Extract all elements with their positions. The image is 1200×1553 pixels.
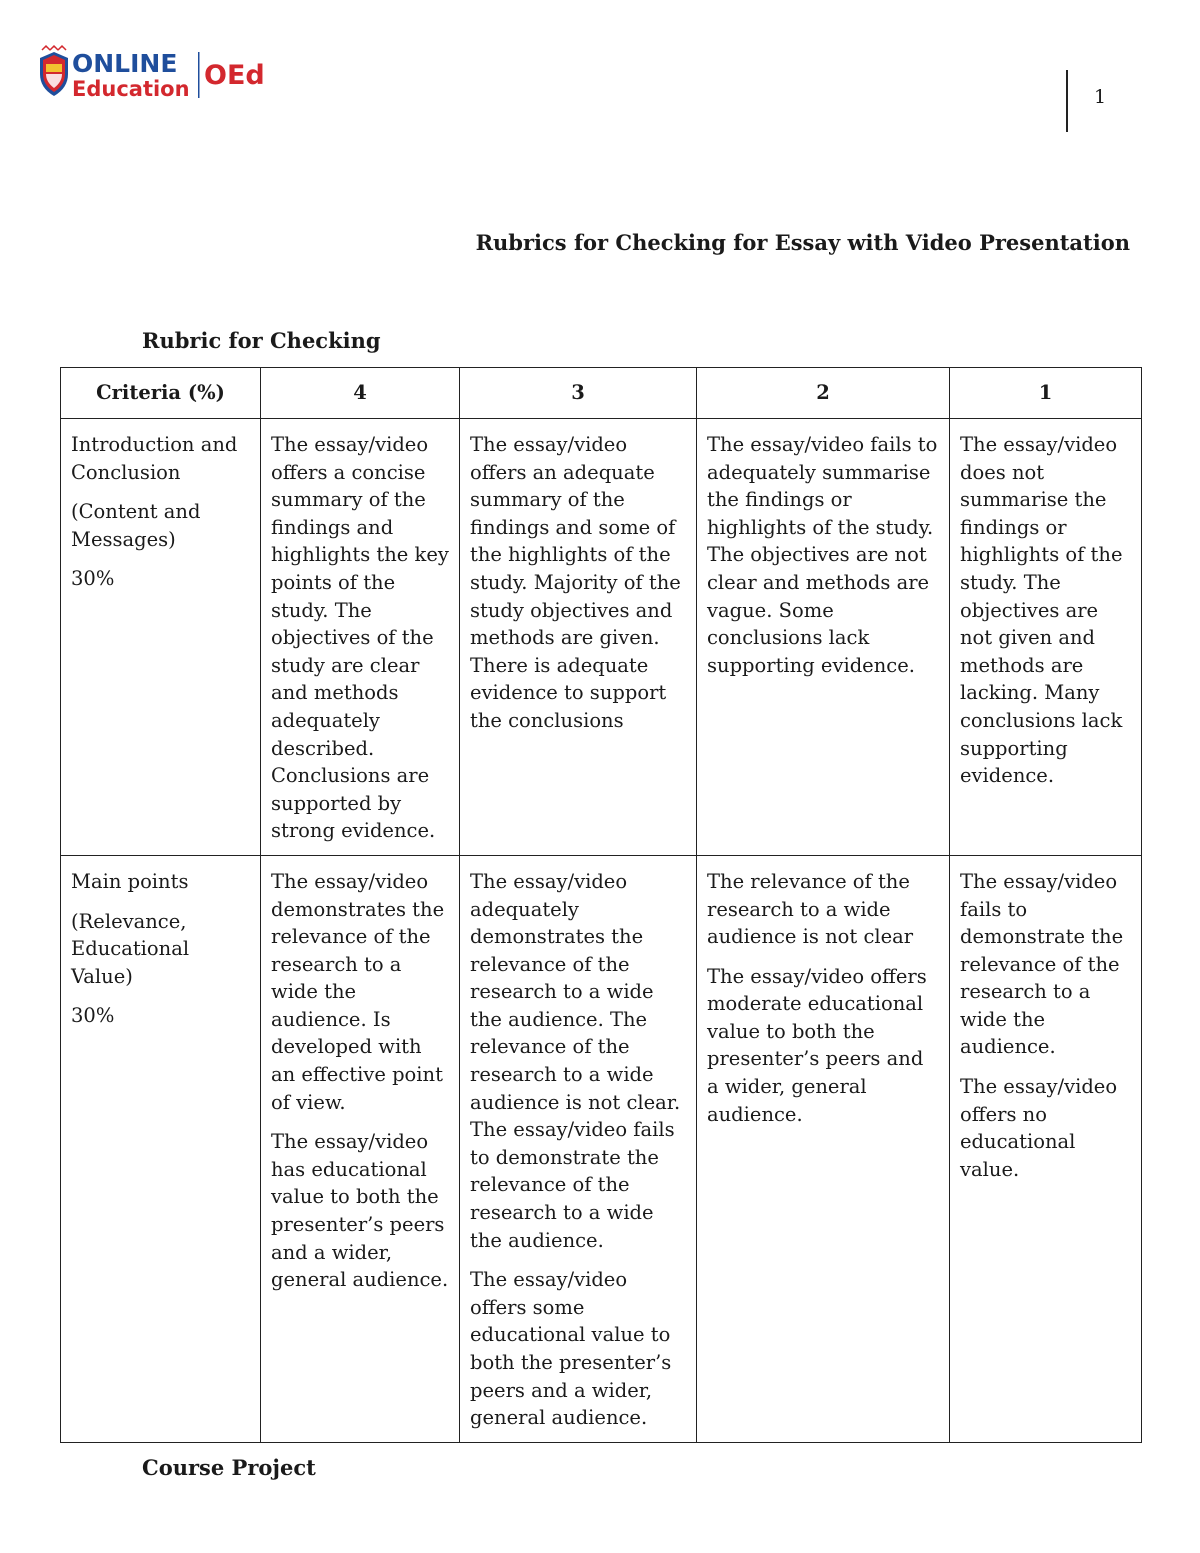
- criteria-name: Main points: [71, 869, 189, 893]
- page-number: 1: [1094, 86, 1107, 108]
- criteria-cell: [61, 419, 261, 856]
- criteria-cell: [61, 855, 261, 1442]
- descriptor-text: The essay/video offers a concise summary of the findings and highlights the key points of the study. The objectives of the study are clear and methods adequately described. Conclusions are supported by strong evidence.: [271, 433, 449, 843]
- table-row: [61, 419, 1142, 856]
- page-number-divider: [1066, 70, 1068, 132]
- descriptor-text: The essay/video has educational value to both the presenter’s peers and a wider, general audience.: [271, 1130, 449, 1292]
- score-3-cell: [460, 855, 697, 1442]
- criteria-detail: (Content and Messages): [71, 500, 201, 551]
- descriptor-text: The essay/video offers no educational value.: [960, 1075, 1118, 1181]
- score-1-cell: [950, 855, 1142, 1442]
- descriptor-text: The essay/video offers some educational value to both the presenter’s peers and a wider, general audience.: [470, 1268, 672, 1430]
- score-4-cell: [261, 419, 460, 856]
- score-3-cell: [460, 419, 697, 856]
- header-criteria: Criteria (%): [61, 368, 261, 419]
- table-row: [61, 855, 1142, 1442]
- score-4-cell: [261, 855, 460, 1442]
- logo-abbr-text: OEd: [204, 60, 265, 91]
- header-score-4: 4: [261, 368, 460, 419]
- criteria-detail: (Relevance, Educational Value): [71, 909, 190, 988]
- criteria-weight: 30%: [71, 1004, 115, 1028]
- online-education-logo: [36, 44, 276, 104]
- descriptor-text: The essay/video fails to demonstrate the relevance of the research to a wide the audience.: [960, 869, 1124, 1059]
- header-score-3: 3: [460, 368, 697, 419]
- descriptor-text: The essay/video offers moderate educational value to both the presenter’s peers and a wider, general audience.: [707, 964, 927, 1126]
- score-2-cell: [697, 855, 950, 1442]
- logo-brand-text: ONLINE: [72, 49, 178, 78]
- descriptor-text: The essay/video does not summarise the findings or highlights of the study. The objectives are not given and methods are lacking. Many conclusions lack supporting evidence.: [960, 433, 1123, 788]
- table-header-row: [61, 368, 1142, 419]
- descriptor-text: The essay/video fails to adequately summarise the findings or highlights of the study. The objectives are not clear and methods are vague. Some conclusions lack supporting evidence.: [707, 433, 938, 677]
- criteria-name: Introduction and Conclusion: [71, 433, 238, 484]
- rubric-heading: Rubric for Checking: [142, 328, 381, 353]
- descriptor-text: The essay/video demonstrates the relevance of the research to a wide the audience. Is developed with an effective point of view.: [271, 869, 445, 1114]
- criteria-weight: 30%: [71, 567, 115, 591]
- header-score-1: 1: [950, 368, 1142, 419]
- rubric-table: [60, 367, 1142, 1443]
- course-project-heading: Course Project: [142, 1455, 316, 1480]
- score-2-cell: [697, 419, 950, 856]
- shield-emblem-icon: [40, 46, 68, 96]
- header-score-2: 2: [697, 368, 950, 419]
- descriptor-text: The essay/video adequately demonstrates the relevance of the research to a wide the audience. The relevance of the research to a wide audience is not clear. The essay/video fails to demonstrate the relevance of the research to a wide the audience.: [470, 869, 681, 1252]
- score-1-cell: [950, 419, 1142, 856]
- document-title: Rubrics for Checking for Essay with Video Presentation: [475, 230, 1130, 255]
- descriptor-text: The essay/video offers an adequate summary of the findings and some of the highlights of the study. Majority of the study objectives and methods are given. There is adequate evidence to support the conclusions: [470, 433, 681, 732]
- descriptor-text: The relevance of the research to a wide audience is not clear: [707, 869, 914, 949]
- logo-sub-text: Education: [72, 77, 190, 101]
